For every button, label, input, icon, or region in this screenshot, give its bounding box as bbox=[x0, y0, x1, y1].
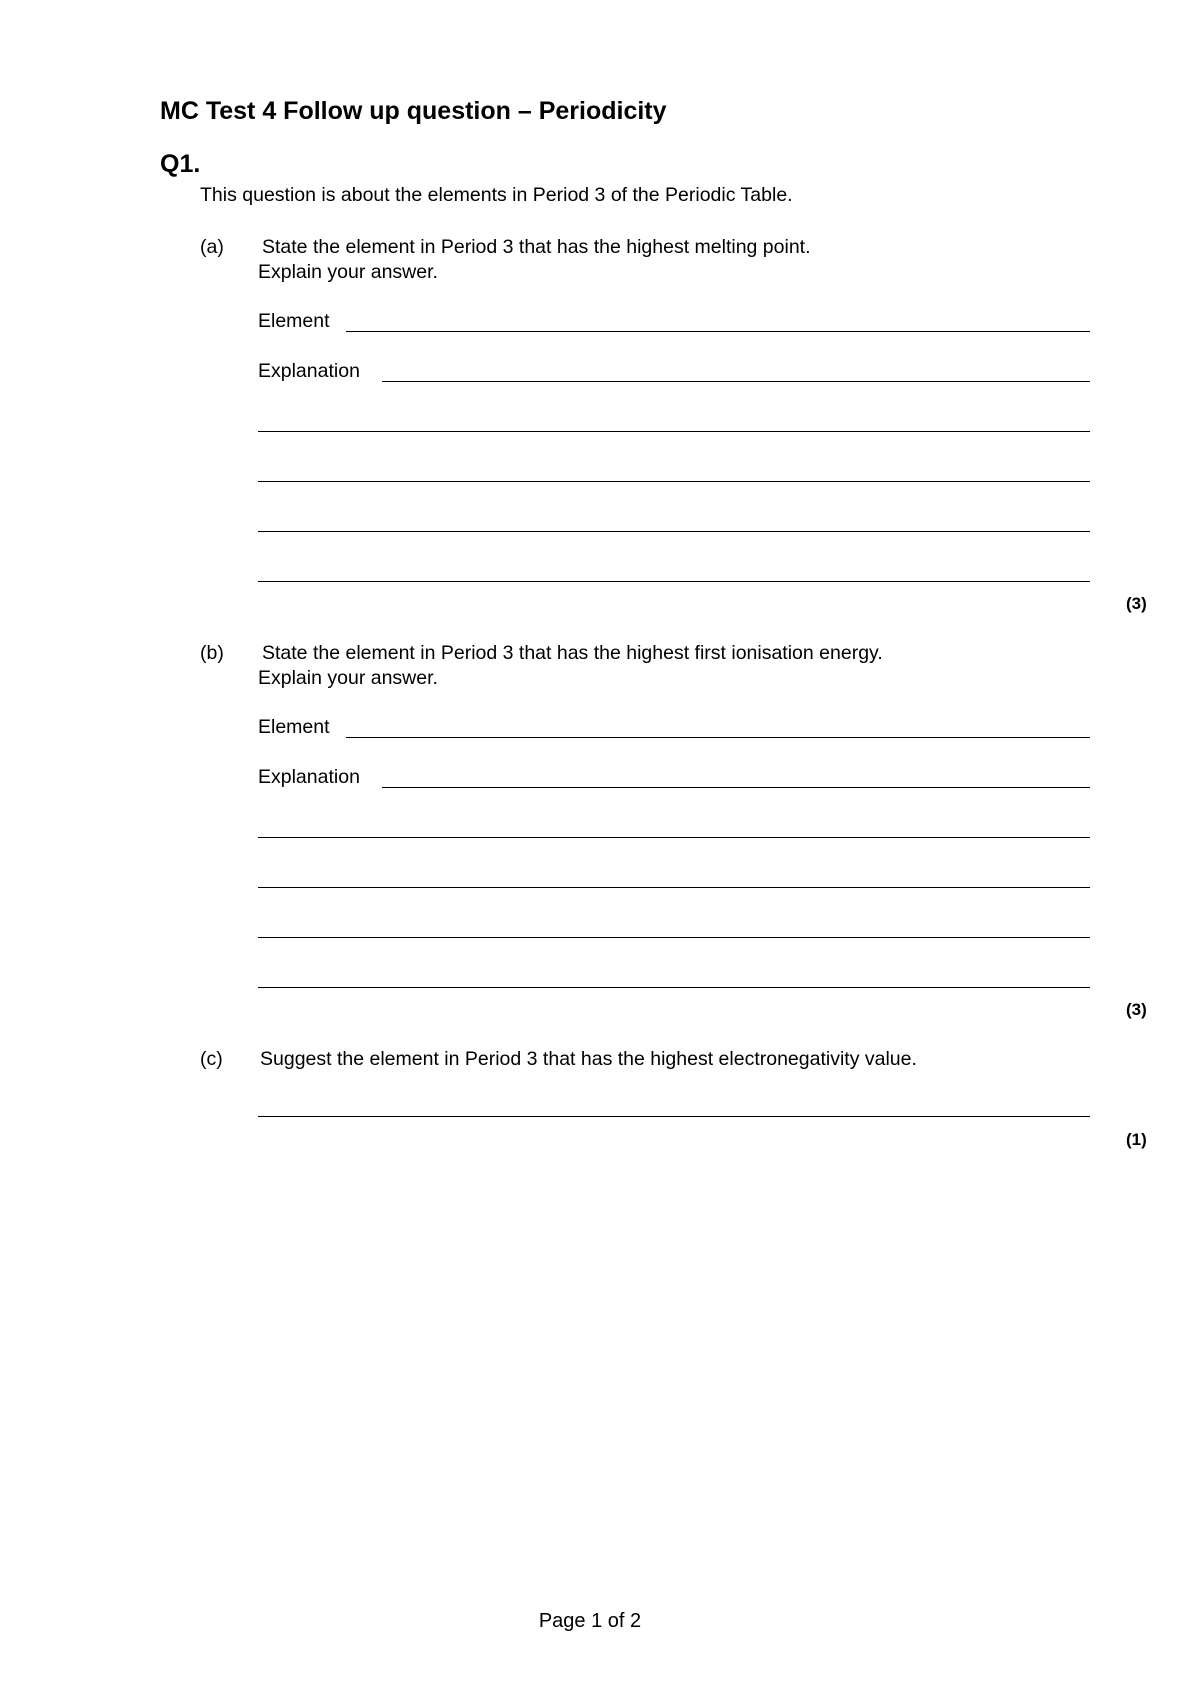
part-a-explanation-label: Explanation bbox=[258, 360, 360, 382]
part-a-prompt: State the element in Period 3 that has the highest melting point. bbox=[262, 236, 811, 258]
part-b-explanation-label: Explanation bbox=[258, 766, 360, 788]
part-a-answer-line[interactable] bbox=[258, 481, 1090, 482]
part-a-answer-line[interactable] bbox=[258, 431, 1090, 432]
part-b-label: (b) bbox=[200, 642, 224, 664]
part-c-answer-line[interactable] bbox=[258, 1116, 1090, 1117]
part-a-answer-line[interactable] bbox=[258, 531, 1090, 532]
part-c-marks: (1) bbox=[1126, 1130, 1147, 1149]
part-b-prompt: State the element in Period 3 that has the highest first ionisation energy. bbox=[262, 642, 883, 664]
page-title: MC Test 4 Follow up question – Periodicity bbox=[160, 97, 667, 125]
part-b-element-answer-line[interactable] bbox=[346, 737, 1090, 738]
part-a-marks: (3) bbox=[1126, 594, 1147, 613]
part-a-label: (a) bbox=[200, 236, 224, 258]
part-b-marks: (3) bbox=[1126, 1000, 1147, 1019]
part-b-answer-line[interactable] bbox=[258, 887, 1090, 888]
part-b-prompt-explain: Explain your answer. bbox=[258, 667, 438, 689]
question-number: Q1. bbox=[160, 150, 201, 178]
part-a-prompt-explain: Explain your answer. bbox=[258, 261, 438, 283]
question-intro: This question is about the elements in Period 3 of the Periodic Table. bbox=[200, 184, 793, 206]
part-a-element-label: Element bbox=[258, 310, 330, 332]
part-b-explanation-answer-line[interactable] bbox=[382, 787, 1090, 788]
part-b-element-label: Element bbox=[258, 716, 330, 738]
part-c-prompt: Suggest the element in Period 3 that has the highest electronegativity value. bbox=[260, 1048, 917, 1070]
part-a-explanation-answer-line[interactable] bbox=[382, 381, 1090, 382]
part-a-answer-line[interactable] bbox=[258, 581, 1090, 582]
part-b-answer-line[interactable] bbox=[258, 987, 1090, 988]
part-a-element-answer-line[interactable] bbox=[346, 331, 1090, 332]
part-b-answer-line[interactable] bbox=[258, 837, 1090, 838]
page-footer: Page 1 of 2 bbox=[538, 1610, 642, 1632]
part-b-answer-line[interactable] bbox=[258, 937, 1090, 938]
part-c-label: (c) bbox=[200, 1048, 223, 1070]
